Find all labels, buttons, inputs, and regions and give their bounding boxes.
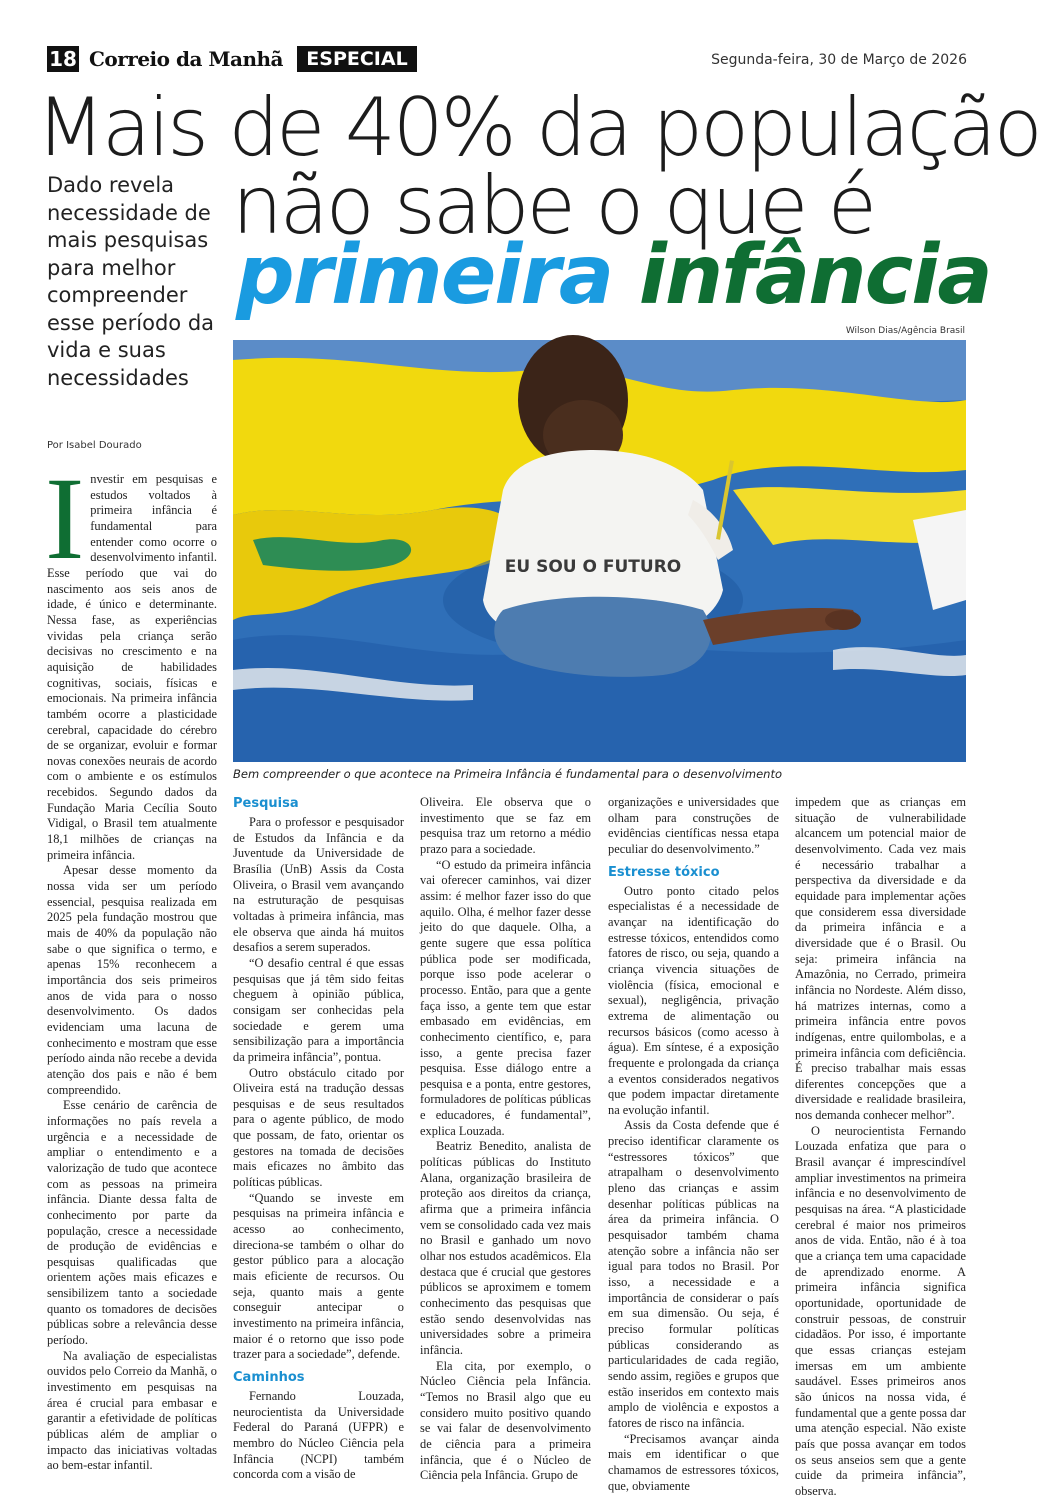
paragraph: “Quando se investe em pesquisas na primeira infância e acesso ao conhecimento, direciona-se também o olhar do gestor público para a alocação mais eficiente de recursos. Ou seja, quanto mais a gente conseguir antecipar o investimento na primeira infância, maior é o retorno que isso pode trazer para a sociedade”, defende. — [233, 1190, 404, 1362]
photo-credit: Wilson Dias/Agência Brasil — [845, 326, 965, 336]
paragraph: organizações e universidades que olham para construções de evidências científicas nessa etapa peculiar do desenvolvimento.” — [608, 795, 779, 856]
shirt-text: EU SOU O FUTURO — [504, 557, 682, 577]
article-column-5 — [795, 795, 966, 1500]
photo-illustration — [233, 340, 966, 762]
paragraph: Outro obstáculo citado por Oliveira está na tradução dessas pesquisas e de seus resultados para o agente público, de modo que possam, de fato, orientar os gestores na tomada de decisões mais eficazes no âmbito das políticas públicas. — [233, 1065, 404, 1190]
article-photo — [233, 340, 966, 762]
article-deck: Dado revela necessidade de mais pesquisas para melhor compreender esse período da vida e suas necessidades — [47, 173, 215, 390]
paragraph-text: nvestir em pesquisas e estudos voltados à primeira infância é fundamental para entender como ocorre o desenvolvimento infantil. Esse período que vai do nascimento aos seis anos de idade, é único e determinante. Nessa fase, as experiências vividas pela criança serão decisivas no crescimento e na aquisição de habilidades cognitivas, sociais, físicas e emocionais. Na primeira infância também ocorre a plasticidade cerebral, capacidade do cérebro de se organizar, evoluir e formar novas conexões neurais de acordo com o ambiente e os estímulos recebidos. Segundo dados da Fundação Maria Cecília Souto Vidigal, o Brasil tem atualmente 18,1 milhões de crianças na primeira infância. — [47, 472, 217, 862]
headline-word-infancia: infância — [638, 228, 991, 323]
paragraph: “O desafio central é que essas pesquisas que já têm sido feitas cheguem à opinião pública, consigam ser conhecidas pela sociedade e gerem uma sensibilização para a importância da primeira infância”, pontua. — [233, 955, 404, 1064]
headline-line-2: não sabe o que é — [232, 159, 874, 252]
photo-caption: Bem compreender o que acontece na Primeira Infância é fundamental para o desenvolvimento — [233, 767, 783, 781]
headline-line-3 — [236, 228, 991, 324]
article-column-1 — [45, 453, 217, 1474]
headline-line-1: Mais de 40% da população — [36, 81, 1040, 174]
paragraph — [45, 453, 217, 863]
paragraph: Para o professor e pesquisador de Estudos da Infância e da Juventude da Universidade de Brasília (UnB) Assis da Costa Oliveira, o Brasil vem avançando na estruturação de pesquisas voltadas à primeira infância, mas ele observa que ainda há muitos desafios a serem superados. — [233, 815, 404, 955]
subhead-caminhos: Caminhos — [233, 1369, 305, 1385]
paragraph: Beatriz Benedito, analista de políticas públicas do Instituto Alana, organização brasileira de proteção aos direitos da criança, afirma que a primeira infância vem se consolidado cada vez mais no Brasil e ganhado um novo olhar nos estudos acadêmicos. Ela destaca que é crucial que gestores públicos se aproximem e tomem conhecimento das pesquisas que estão sendo desenvolvidas nas universidades sobre a primeira infância. — [420, 1139, 591, 1357]
paragraph: Esse cenário de carência de informações no país revela a urgência e a necessidade de ampliar o entendimento e a valorização de tudo que acontece com as pessoas na primeira infância. Diante dessa falta de conhecimento por parte da população, cresce a necessidade de produção de evidências e pesquisas qualificadas que orientem ações mais eficazes e sensibilizem tanto a sociedade quanto os tomadores de decisões públicas sobre a relevância desse período. — [47, 1098, 217, 1348]
paragraph: Ela cita, por exemplo, o Núcleo Ciência pela Infância. “Temos no Brasil algo que eu considero muito positivo quando se vai falar de desenvolvimento de ciência para a primeira infância, que é o Núcleo de Ciência pela Infância. Grupo de — [420, 1358, 591, 1483]
byline: Por Isabel Dourado — [47, 440, 142, 451]
article-column-4 — [608, 795, 779, 1494]
headline-word-primeira: primeira — [236, 228, 613, 323]
subhead-estresse-toxico: Estresse tóxico — [608, 864, 720, 880]
newspaper-name: Correio da Manhã — [89, 47, 284, 71]
paragraph: Assis da Costa defende que é preciso identificar claramente os “estressores tóxicos” que atrapalham o desenvolvimento pleno das crianças e assim desenhar políticas públicas na área da primeira infância. O pesquisador também chama atenção sobre a infância não ser igual para todos no Brasil. Por isso, a necessidade e a importância de considerar o país em sua dimensão. Ou seja, é preciso formular políticas públicas considerando as particularidades de cada região, sendo assim, regiões e grupos que estão inseridos em contexto mais amplo de violência e expostos a fatores de risco na infância. — [608, 1118, 779, 1430]
paragraph: Apesar desse momento da nossa vida ser um período essencial, pesquisa realizada em 2025 pela fundação mostrou que mais de 40% da população não sabe o que significa o termo, e apenas 15% reconhecem a importância dos seis primeiros anos de vida para o nosso desenvolvimento. Os dados evidenciam uma lacuna de conhecimento e mostram que esse período ainda não recebe a devida atenção dos pais e não é bem compreendido. — [47, 863, 217, 1097]
paragraph: Na avaliação de especialistas ouvidos pelo Correio da Manhã, o investimento em pesquisas na área é crucial para embasar e garantir a efetividade de políticas públicas além de ampliar o impacto das iniciativas voltadas ao bem-estar infantil. — [47, 1348, 217, 1473]
issue-date: Segunda-feira, 30 de Março de 2026 — [711, 52, 967, 68]
page-number: 18 — [47, 46, 79, 72]
section-tag: ESPECIAL — [297, 46, 417, 72]
subhead-pesquisa: Pesquisa — [233, 796, 299, 811]
paragraph: “O estudo da primeira infância vai oferecer caminhos, vai dizer assim: é melhor fazer isso do que aquilo. Olha, é melhor fazer desse jeito do que daquele. Olha, a gente sugere que essa política pública pode ser modificada, porque isso pode acelerar o processo. Então, para que a gente faça isso, a gente tem que estar embasado em evidências, em conhecimento científico, e, para isso, a gente precisa fazer pesquisa. Esse diálogo entre a pesquisa e a ponta, entre gestores, formuladores de políticas públicas e educadores, é fundamental”, explica Louzada. — [420, 857, 591, 1138]
paragraph: Oliveira. Ele observa que o investimento que se faz em pesquisa traz um retorno a médio prazo para a sociedade. — [420, 795, 591, 856]
article-column-3 — [420, 795, 591, 1484]
paragraph: Fernando Louzada, neurocientista da Universidade Federal do Paraná (UFPR) e membro do Núcleo Ciência pela Infância (NCPI) também concorda com a visão de — [233, 1388, 404, 1482]
drop-cap: I — [45, 453, 85, 584]
paragraph: O neurocientista Fernando Louzada enfatiza que para o Brasil avançar é imprescindível ampliar investimentos na primeira infância e no desenvolvimento de pesquisas na área. “A plasticidade cerebral é maior nos primeiros anos de vida. Então, não é à toa que a criança tem uma capacidade de aprendizado enorme. A primeira infância significa oportunidade, oportunidade de construir pessoas, de construir cidadãos. Por isso, é importante que essas crianças estejam imersas em um ambiente saudável. Esses primeiros anos são únicos na nossa vida, é fundamental que a gente possa dar uma atenção especial. Não existe país que possa avançar em todos os seus anseios sem que a gente cuide da primeira infância”, observa. — [795, 1123, 966, 1498]
paragraph: Outro ponto citado pelos especialistas é a necessidade de avançar na identificação do estresse tóxicos, entendidos como fatores de risco, ou seja, quando a criança vivencia situações de violência (física, emocional e sexual), negligência, privação extrema de alimentação ou recursos básicos (como acesso à água). Em síntese, é a exposição frequente e prolongada da criança a eventos considerados negativos que podem impactar diretamente na evolução infantil. — [608, 883, 779, 1117]
paragraph: impedem que as crianças em situação de vulnerabilidade alcancem um potencial maior de desenvolvimento. Cada vez mais é necessário trabalhar a perspectiva da diversidade e da equidade para implementar ações que considerem essa diversidade da primeira infância e a diversidade que é o Brasil. Ou seja: primeira infância na Amazônia, no Cerrado, primeira infância no Nordeste. Além disso, há matrizes internas, como a primeira infância entre povos indígenas, entre quilombolas, e a primeira infância com deficiência. É preciso trabalhar mais essas diferentes concepções que a diversidade e realidade brasileira, nos demanda conhecer melhor”. — [795, 795, 966, 1123]
page-header — [47, 46, 967, 72]
shirt-text-group — [505, 557, 681, 577]
paragraph: “Precisamos avançar ainda mais em identificar o que chamamos de estressores tóxicos, que, obviamente — [608, 1431, 779, 1493]
article-column-2 — [233, 795, 404, 1483]
